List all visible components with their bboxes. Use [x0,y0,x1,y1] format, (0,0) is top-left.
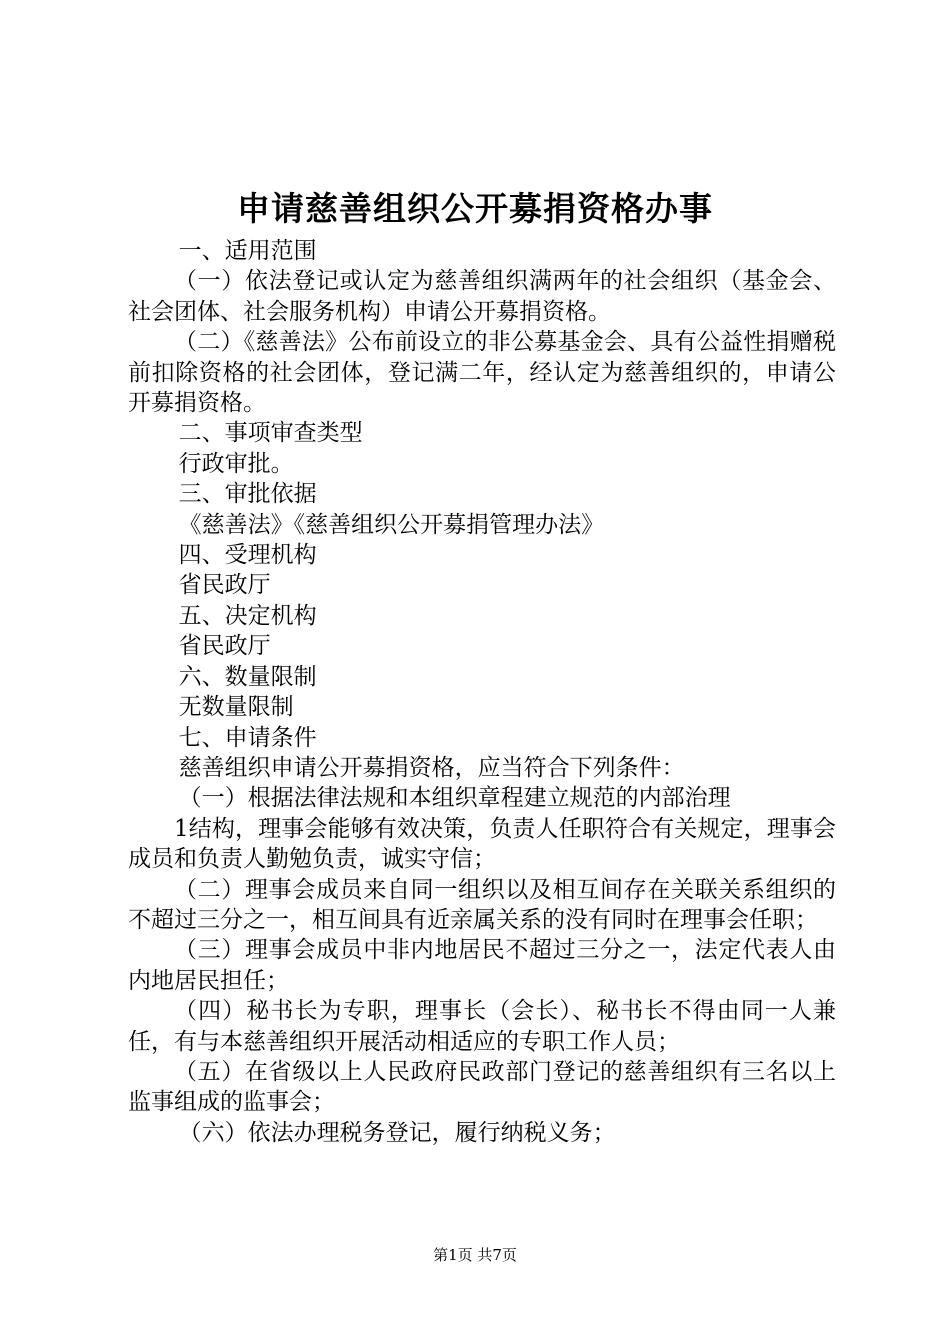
paragraph: 省民政厅 [178,633,271,660]
paragraph: （三）理事会成员中非内地居民不超过三分之一，法定代表人由内地居民担任； [128,937,836,994]
paragraph: 六、数量限制 [178,663,317,690]
paragraph: （二）理事会成员来自同一组织以及相互间存在关联关系组织的不超过三分之一，相互间具有近亲属关系的没有同时在理事会任职； [128,876,836,933]
document-body [128,236,836,1148]
paragraph: （四）秘书长为专职，理事长（会长）、秘书长不得由同一人兼任，有与本慈善组织开展活动相适应的专职工作人员； [128,998,836,1055]
paragraph: （一）根据法律法规和本组织章程建立规范的内部治理 [178,785,731,812]
page-number: 第1页 共7页 [433,1246,517,1264]
paragraph: （二）《慈善法》公布前设立的非公募基金会、具有公益性捐赠税前扣除资格的社会团体，登记满二年，经认定为慈善组织的，申请公开募捐资格。 [128,329,836,417]
paragraph: 慈善组织申请公开募捐资格，应当符合下列条件： [178,754,685,781]
paragraph: （六）依法办理税务登记，履行纳税义务； [178,1119,616,1146]
paragraph: 四、受理机构 [178,542,317,569]
paragraph: 省民政厅 [178,572,271,599]
paragraph: 七、申请条件 [178,724,317,751]
paragraph: 《慈善法》《慈善组织公开募捐管理办法》 [178,511,605,538]
paragraph: 二、事项审查类型 [178,420,363,447]
paragraph: （一）依法登记或认定为慈善组织满两年的社会组织（基金会、社会团体、社会服务机构）申请公开募捐资格。 [128,268,836,325]
paragraph: 无数量限制 [178,694,294,721]
paragraph: 1结构，理事会能够有效决策，负责人任职符合有关规定，理事会成员和负责人勤勉负责，诚实守信； [128,815,836,873]
paragraph: 三、审批依据 [178,481,317,508]
paragraph: 五、决定机构 [178,602,317,629]
paragraph: 一、适用范围 [178,238,317,264]
paragraph: （五）在省级以上人民政府民政部门登记的慈善组织有三名以上监事组成的监事会； [128,1058,836,1116]
document-title: 申请慈善组织公开募捐资格办事 [237,189,713,228]
paragraph: 行政审批。 [178,450,294,477]
